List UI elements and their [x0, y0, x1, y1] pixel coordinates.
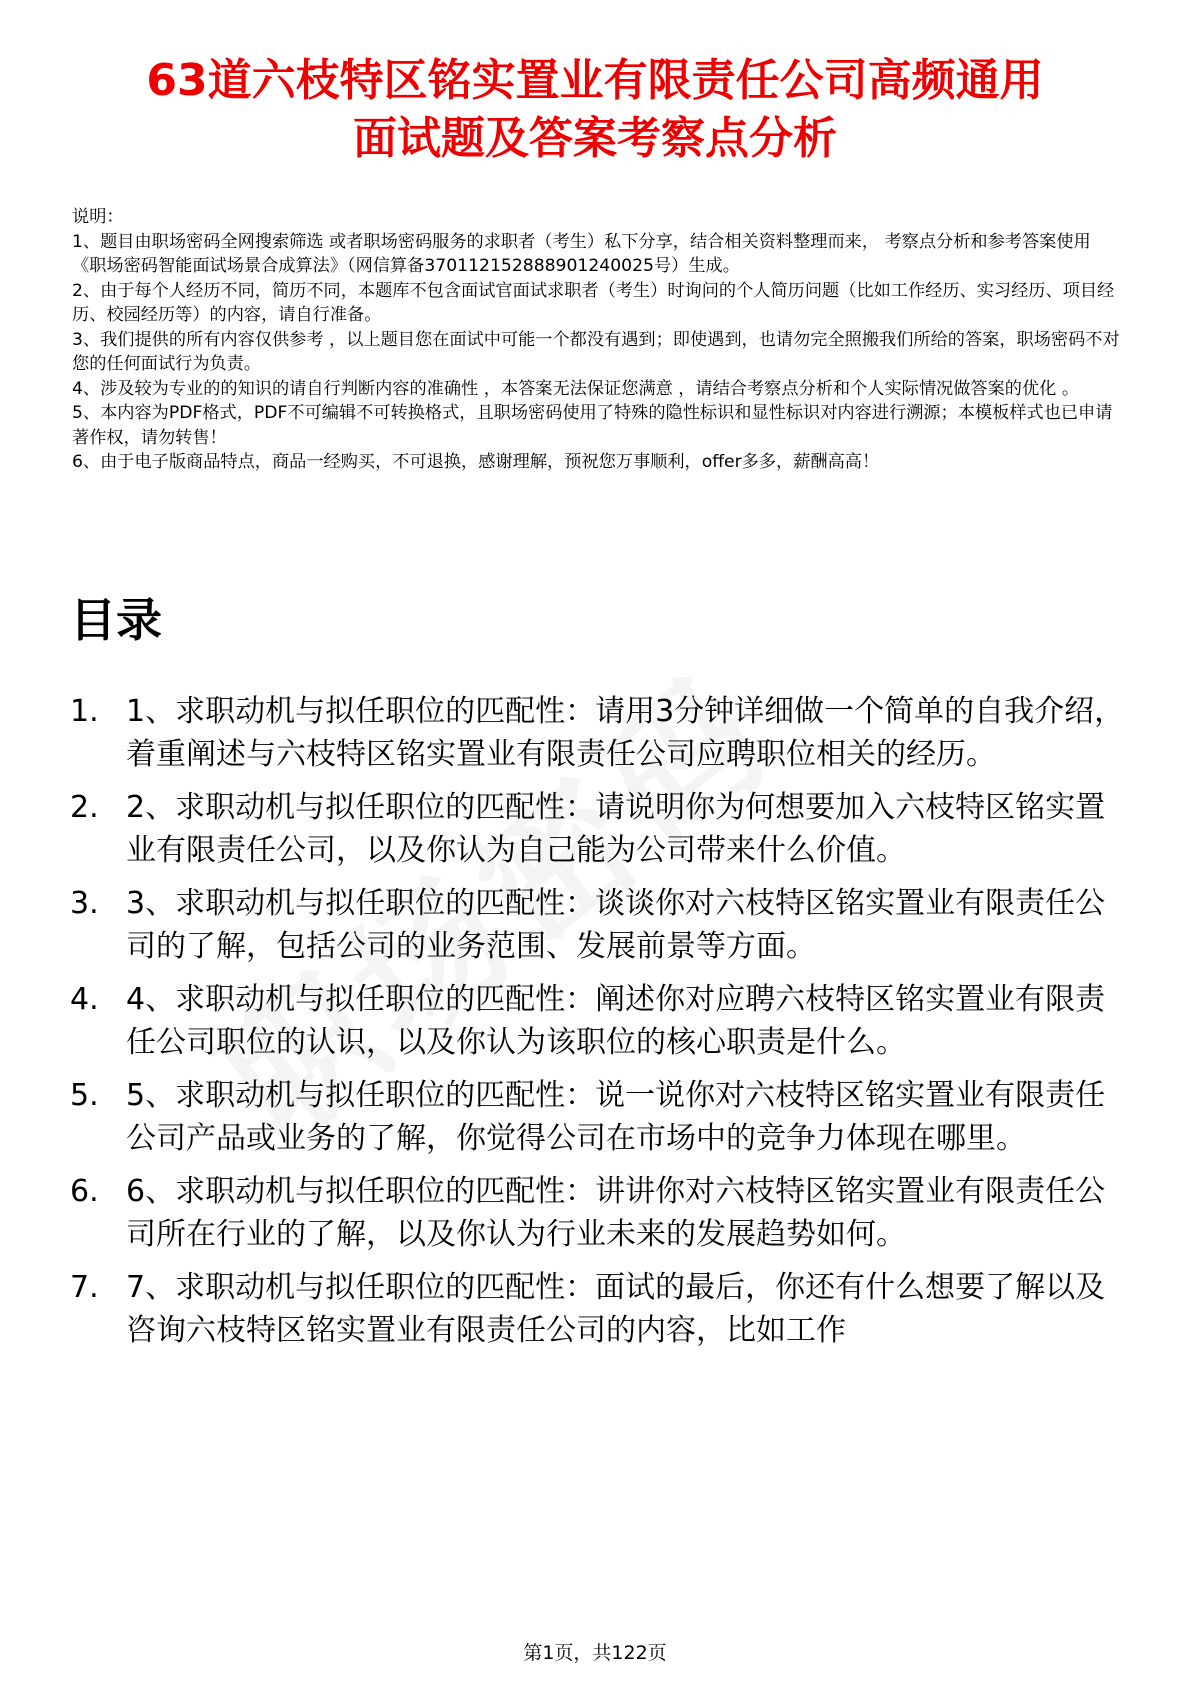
- toc-item[interactable]: [70, 1170, 1130, 1256]
- toc-item-text: 4、求职动机与拟任职位的匹配性：阐述你对应聘六枝特区铭实置业有限责任公司职位的认识，以及你认为该职位的核心职责是什么。: [126, 982, 1106, 1060]
- toc-item-text: 5、求职动机与拟任职位的匹配性：说一说你对六枝特区铭实置业有限责任公司产品或业务的了解，你觉得公司在市场中的竞争力体现在哪里。: [126, 1078, 1106, 1156]
- toc-heading: 目录: [70, 593, 162, 647]
- toc-item[interactable]: [70, 978, 1130, 1064]
- toc-item[interactable]: [70, 786, 1130, 872]
- page-title-line-2: 面试题及答案考察点分析: [353, 113, 837, 164]
- toc-item-text: 7、求职动机与拟任职位的匹配性：面试的最后，你还有什么想要了解以及咨询六枝特区铭实置业有限责任公司的内容，比如工作: [126, 1270, 1106, 1348]
- toc-item-text: 2、求职动机与拟任职位的匹配性：请说明你为何想要加入六枝特区铭实置业有限责任公司，以及你认为自己能为公司带来什么价值。: [126, 790, 1106, 868]
- toc-item[interactable]: [70, 882, 1130, 968]
- toc-item-number: 5.: [70, 1078, 99, 1113]
- toc-item-number: 4.: [70, 982, 99, 1017]
- table-of-contents: [70, 690, 1130, 1362]
- toc-item[interactable]: [70, 1266, 1130, 1352]
- toc-item-number: 1.: [70, 694, 99, 729]
- toc-item[interactable]: [70, 1074, 1130, 1160]
- page-title-line-1: 63道六枝特区铭实置业有限责任公司高频通用: [146, 55, 1044, 106]
- note-item: 6、由于电子版商品特点，商品一经购买，不可退换，感谢理解，预祝您万事顺利，offer多多，薪酬高高！: [72, 452, 880, 472]
- toc-item[interactable]: [70, 690, 1130, 776]
- notes-section: [72, 205, 1122, 475]
- toc-item-number: 6.: [70, 1174, 99, 1209]
- note-item: 1、题目由职场密码全网搜索筛选 或者职场密码服务的求职者（考生）私下分享，结合相关资料整理而来， 考察点分析和参考答案使用《职场密码智能面试场景合成算法》（网信算备370112152888901240025号）生成。: [72, 231, 1091, 276]
- note-item: 2、由于每个人经历不同，简历不同，本题库不包含面试官面试求职者（考生）时询问的个人简历问题（比如工作经历、实习经历、项目经历、校园经历等）的内容，请自行准备。: [72, 280, 1115, 325]
- toc-item-number: 3.: [70, 886, 99, 921]
- page-title: [40, 52, 1150, 168]
- note-item: 4、涉及较为专业的的知识的请自行判断内容的准确性 ，本答案无法保证您满意 ，请结合考察点分析和个人实际情况做答案的优化 。: [72, 378, 1080, 399]
- note-item: 5、本内容为PDF格式，PDF不可编辑不可转换格式，且职场密码使用了特殊的隐性标识和显性标识对内容进行溯源；本模板样式也已申请著作权，请勿转售！: [72, 403, 1113, 448]
- toc-item-text: 3、求职动机与拟任职位的匹配性：谈谈你对六枝特区铭实置业有限责任公司的了解，包括公司的业务范围、发展前景等方面。: [126, 886, 1106, 964]
- toc-item-text: 1、求职动机与拟任职位的匹配性：请用3分钟详细做一个简单的自我介绍，着重阐述与六枝特区铭实置业有限责任公司应聘职位相关的经历。: [126, 694, 1125, 772]
- toc-item-number: 2.: [70, 790, 99, 825]
- toc-item-number: 7.: [70, 1270, 99, 1305]
- notes-heading: 说明：: [72, 207, 124, 227]
- page-number-footer: 第1页，共122页: [523, 1642, 667, 1664]
- note-item: 3、我们提供的所有内容仅供参考 ，以上题目您在面试中可能一个都没有遇到；即使遇到，也请勿完全照搬我们所给的答案，职场密码不对您的任何面试行为负责。: [72, 329, 1120, 374]
- toc-item-text: 6、求职动机与拟任职位的匹配性：讲讲你对六枝特区铭实置业有限责任公司所在行业的了解，以及你认为行业未来的发展趋势如何。: [126, 1174, 1106, 1252]
